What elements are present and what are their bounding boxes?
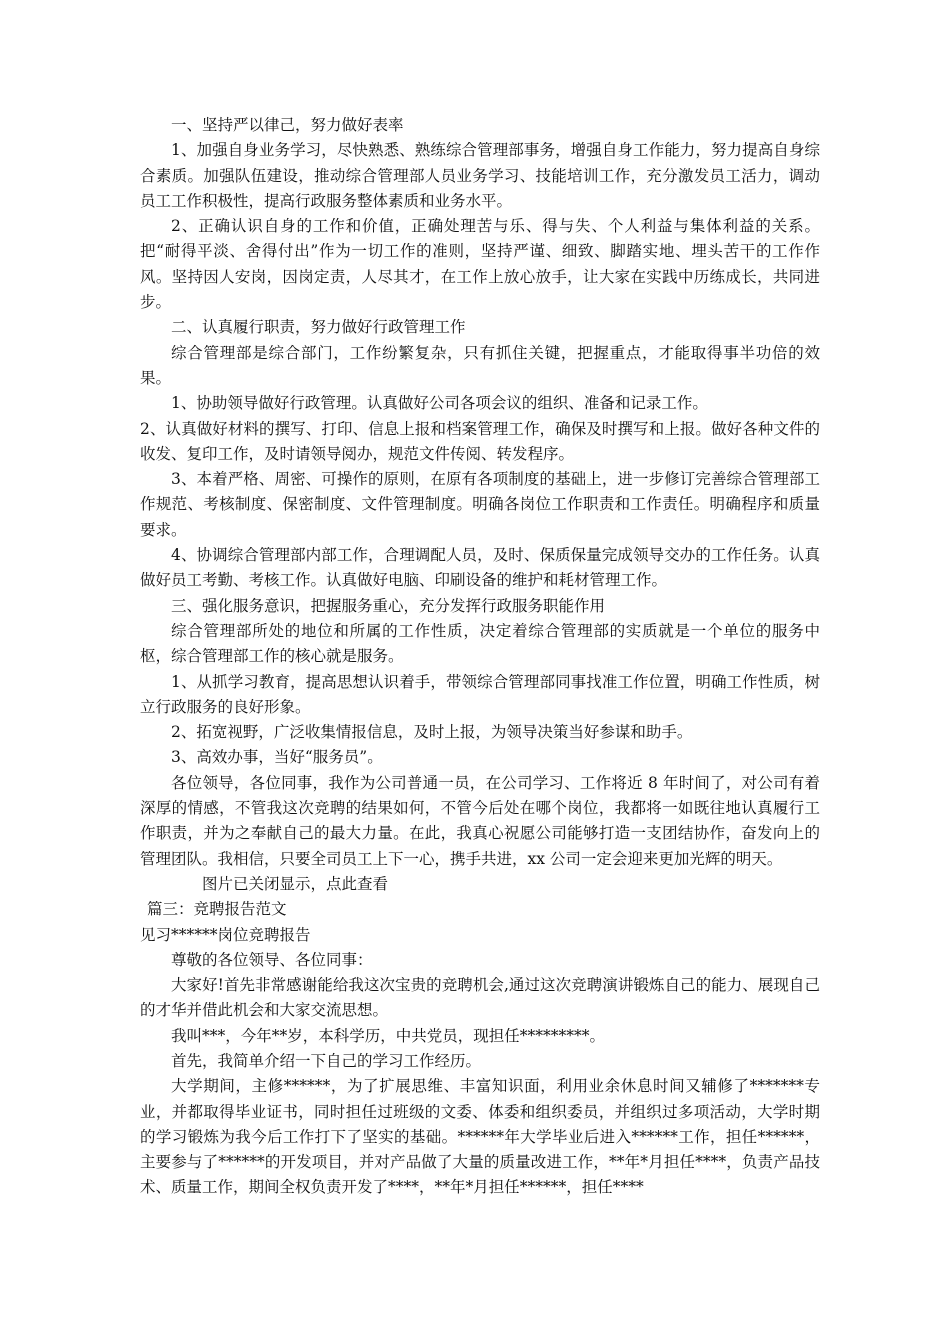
paragraph: 2、正确认识自身的工作和价值，正确处理苦与乐、得与失、个人利益与集体利益的关系。把“耐得平淡、舍得付出”作为一切工作的准则，坚持严谨、细致、脚踏实地、埋头苦干的工作作风。坚持因人安岗，因岗定责，人尽其才，在工作上放心放手，让大家在实践中历练成长，共同进步。 bbox=[140, 217, 820, 312]
section-heading-3: 三、强化服务意识，把握服务重心，充分发挥行政服务职能作用 bbox=[171, 596, 606, 615]
paragraph: 我叫***，今年**岁，本科学历，中共党员，现担任*********。 bbox=[171, 1026, 606, 1045]
paragraph: 1、加强自身业务学习，尽快熟悉、熟练综合管理部事务，增强自身工作能力，努力提高自身综合素质。加强队伍建设，推动综合管理部人员业务学习、技能培训工作，充分激发员工活力，调动员工工作积极性，提高行政服务整体素质和业务水平。 bbox=[140, 141, 820, 210]
paragraph: 2、认真做好材料的撰写、打印、信息上报和档案管理工作，确保及时撰写和上报。做好各种文件的收发、复印工作，及时请领导阅办，规范文件传阅、转发程序。 bbox=[140, 419, 820, 463]
chapter-title: 篇三：竞聘报告范文 bbox=[147, 900, 287, 919]
report-title: 见习******岗位竞聘报告 bbox=[140, 925, 311, 944]
paragraph: 1、协助领导做好行政管理。认真做好公司各项会议的组织、准备和记录工作。 bbox=[171, 394, 708, 413]
paragraph: 大家好!首先非常感谢能给我这次宝贵的竞聘机会,通过这次竞聘演讲锻炼自己的能力、展现自己的才华并借此机会和大家交流思想。 bbox=[140, 976, 820, 1020]
section-heading-1: 一、坚持严以律己，努力做好表率 bbox=[171, 116, 404, 134]
paragraph: 3、本着严格、周密、可操作的原则，在原有各项制度的基础上，进一步修订完善综合管理部工作规范、考核制度、保密制度、文件管理制度。明确各岗位工作职责和工作责任。明确程序和质量要求。 bbox=[140, 470, 820, 539]
paragraph: 综合管理部所处的地位和所属的工作性质，决定着综合管理部的实质就是一个单位的服务中枢，综合管理部工作的核心就是服务。 bbox=[140, 621, 820, 666]
paragraph: 大学期间，主修******，为了扩展思维、丰富知识面，利用业余休息时间又辅修了*******专业，并都取得毕业证书，同时担任过班级的文委、体委和组织委员，并组织过多项活动，大学时期的学习锻炼为我今后工作打下了坚实的基础。******年大学毕业后进入******工作，担任******，主要参与了******的开发项目，并对产品做了大量的质量改进工作，**年*月担任****，负责产品技术、质量工作，期间全权负责开发了****，**年*月担任******，担任**** bbox=[140, 1077, 820, 1197]
paragraph: 1、从抓学习教育，提高思想认识着手，带领综合管理部同事找准工作位置，明确工作性质，树立行政服务的良好形象。 bbox=[140, 672, 820, 716]
document-body bbox=[140, 113, 820, 1201]
paragraph: 2、拓宽视野，广泛收集情报信息，及时上报，为领导决策当好参谋和助手。 bbox=[171, 723, 693, 742]
paragraph: 各位领导，各位同事，我作为公司普通一员，在公司学习、工作将近 8 年时间了，对公司有着深厚的情感，不管我这次竞聘的结果如何，不管今后处在哪个岗位，我都将一如既往地认真履行工作职责，并为之奉献自己的最大力量。在此，我真心祝愿公司能够打造一支团结协作，奋发向上的管理团队。我相信，只要全司员工上下一心，携手共进，xx 公司一定会迎来更加光辉的明天。 bbox=[140, 773, 820, 868]
paragraph: 首先，我简单介绍一下自己的学习工作经历。 bbox=[171, 1051, 482, 1070]
paragraph: 4、协调综合管理部内部工作，合理调配人员，及时、保质保量完成领导交办的工作任务。认真做好员工考勤、考核工作。认真做好电脑、印刷设备的维护和耗材管理工作。 bbox=[140, 546, 820, 590]
paragraph: 综合管理部是综合部门，工作纷繁复杂，只有抓住关键，把握重点，才能取得事半功倍的效果。 bbox=[140, 343, 820, 387]
section-heading-2: 二、认真履行职责，努力做好行政管理工作 bbox=[171, 318, 466, 337]
image-hidden-link[interactable]: 图片已关闭显示，点此查看 bbox=[202, 874, 389, 893]
salutation: 尊敬的各位领导、各位同事： bbox=[171, 950, 373, 969]
paragraph: 3、高效办事，当好“服务员”。 bbox=[171, 748, 383, 767]
